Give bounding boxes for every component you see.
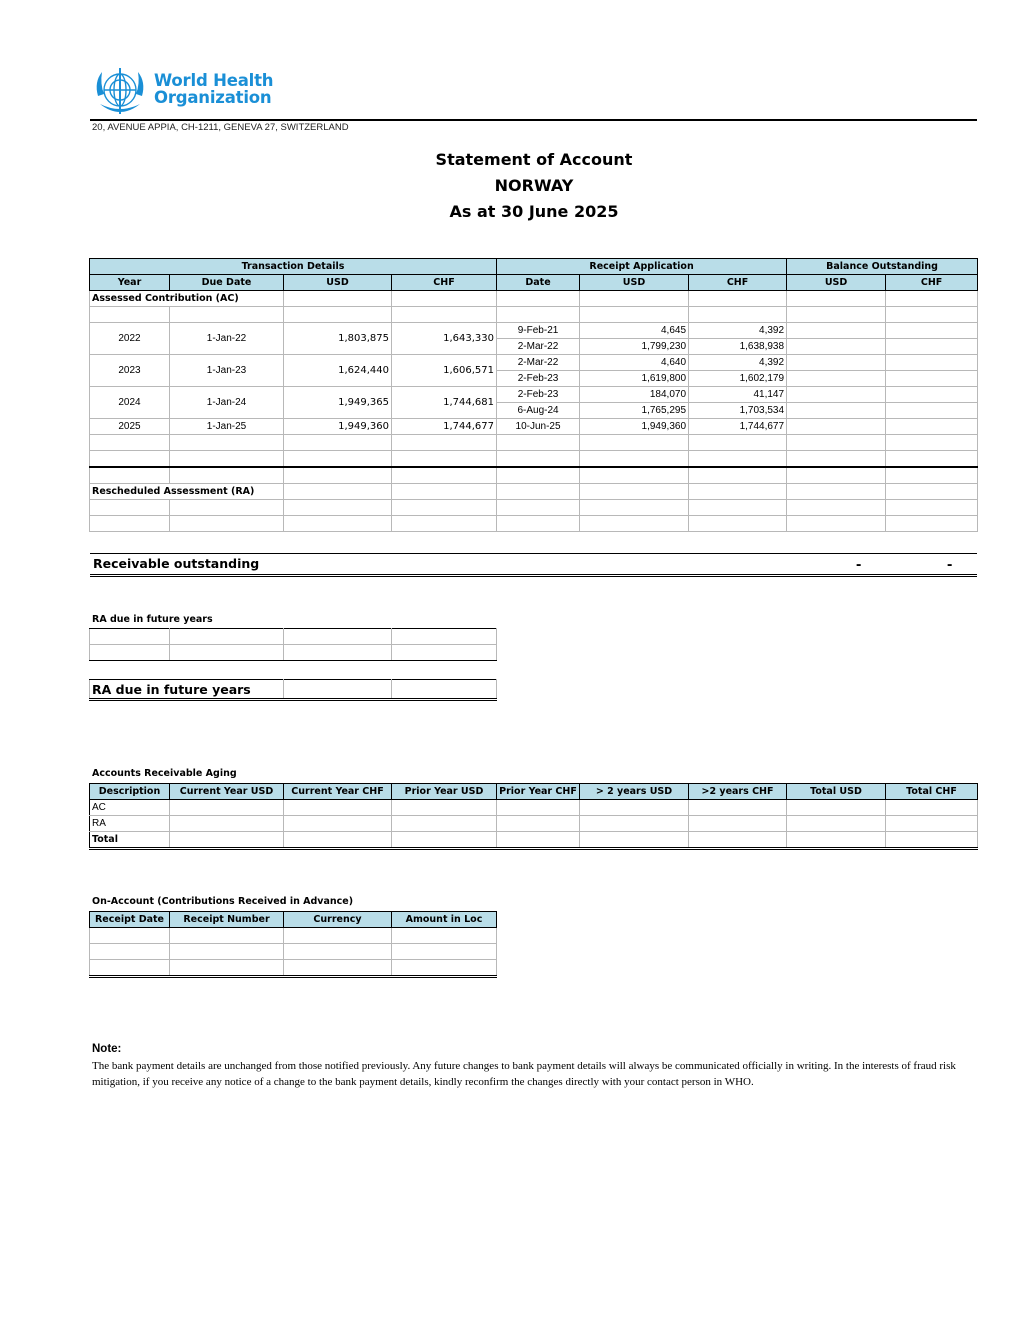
- row-usd: 1,803,875: [284, 323, 392, 355]
- col-receipt-number: Receipt Number: [170, 912, 284, 928]
- ra-future-total-label: RA due in future years: [90, 680, 284, 700]
- table-row: [90, 419, 978, 435]
- table-row: [90, 355, 978, 371]
- receivable-outstanding-row: [90, 553, 977, 577]
- row-chf: 1,744,681: [392, 387, 497, 419]
- col-balance-usd: USD: [787, 275, 886, 291]
- aging-caption: Accounts Receivable Aging: [92, 768, 237, 779]
- aging-col-over2-chf: >2 years CHF: [689, 784, 787, 800]
- row-chf: 1,744,677: [392, 419, 497, 435]
- on-account-table: [89, 911, 497, 978]
- receipt-chf: 1,602,179: [689, 371, 787, 387]
- blank-row: [90, 307, 978, 323]
- blank-row: [90, 500, 978, 516]
- row-year: 2024: [90, 387, 170, 419]
- table-row: [90, 832, 978, 849]
- receipt-chf: 1,744,677: [689, 419, 787, 435]
- blank-row: [90, 944, 497, 960]
- aging-header-row: [90, 784, 978, 800]
- receipt-usd: 1,799,230: [580, 339, 689, 355]
- aging-col-total-chf: Total CHF: [886, 784, 978, 800]
- note-text: The bank payment details are unchanged from those notified previously. Any future changes to bank payment details will always be communicated officially in writing. In the interests of fraud risk mitigation, if you receive any notice of a change to the bank payment details, kindly reconfirm the changes directly with your contact person in WHO.: [92, 1060, 956, 1088]
- receipt-chf: 4,392: [689, 355, 787, 371]
- ra-future-total-table: [89, 679, 497, 701]
- row-chf: 1,643,330: [392, 323, 497, 355]
- receivable-usd: -: [856, 556, 862, 573]
- title-country: NORWAY: [494, 176, 574, 195]
- receivable-outstanding-label: Receivable outstanding: [93, 556, 260, 571]
- table-row: [90, 800, 978, 816]
- ra-future-table: [89, 628, 497, 661]
- col-chf: CHF: [392, 275, 497, 291]
- receipt-date: 6-Aug-24: [497, 403, 580, 419]
- note-title: Note:: [92, 1043, 122, 1055]
- col-amount-in-loc: Amount in Loc: [392, 912, 497, 928]
- aging-row-total: Total: [90, 832, 170, 849]
- receivable-chf: -: [947, 556, 953, 573]
- title-date: As at 30 June 2025: [449, 202, 619, 221]
- section-ra-label: Rescheduled Assessment (RA): [90, 484, 284, 500]
- blank-row: [90, 629, 497, 645]
- aging-col-prior-chf: Prior Year CHF: [497, 784, 580, 800]
- table-row: [90, 323, 978, 339]
- un-emblem-icon: [90, 66, 150, 116]
- blank-row: [90, 516, 978, 532]
- blank-row: [90, 960, 497, 977]
- org-name: [154, 72, 273, 106]
- aging-col-total-usd: Total USD: [787, 784, 886, 800]
- receipt-chf: 1,638,938: [689, 339, 787, 355]
- on-account-caption: On-Account (Contributions Received in Advance): [92, 896, 354, 907]
- col-balance-chf: CHF: [886, 275, 978, 291]
- row-due-date: 1-Jan-25: [170, 419, 284, 435]
- col-receipt-date: Date: [497, 275, 580, 291]
- col-due-date: Due Date: [170, 275, 284, 291]
- section-row: [90, 484, 978, 500]
- blank-row: [90, 645, 497, 661]
- receipt-usd: 184,070: [580, 387, 689, 403]
- blank-row: [90, 451, 978, 468]
- aging-col-over2-usd: > 2 years USD: [580, 784, 689, 800]
- row-year: 2025: [90, 419, 170, 435]
- blank-row: [90, 467, 978, 484]
- row-chf: 1,606,571: [392, 355, 497, 387]
- receipt-usd: 4,645: [580, 323, 689, 339]
- statement-table: [89, 258, 978, 532]
- group-header-row: [90, 259, 978, 275]
- receipt-chf: 41,147: [689, 387, 787, 403]
- receipt-date: 2-Mar-22: [497, 355, 580, 371]
- row-due-date: 1-Jan-22: [170, 323, 284, 355]
- row-year: 2022: [90, 323, 170, 355]
- row-usd: 1,949,360: [284, 419, 392, 435]
- blank-row: [90, 435, 978, 451]
- aging-col-description: Description: [90, 784, 170, 800]
- row-due-date: 1-Jan-24: [170, 387, 284, 419]
- aging-col-current-chf: Current Year CHF: [284, 784, 392, 800]
- col-receipt-usd: USD: [580, 275, 689, 291]
- table-row: [90, 816, 978, 832]
- row-usd: 1,624,440: [284, 355, 392, 387]
- receipt-usd: 1,949,360: [580, 419, 689, 435]
- row-due-date: 1-Jan-23: [170, 355, 284, 387]
- aging-col-current-usd: Current Year USD: [170, 784, 284, 800]
- address: 20, AVENUE APPIA, CH-1211, GENEVA 27, SWITZERLAND: [92, 122, 349, 133]
- col-usd: USD: [284, 275, 392, 291]
- col-receipt-date: Receipt Date: [90, 912, 170, 928]
- receipt-usd: 1,619,800: [580, 371, 689, 387]
- header-rule: [90, 119, 977, 121]
- org-name-line1: World Health: [154, 71, 274, 90]
- receipt-date: 2-Mar-22: [497, 339, 580, 355]
- aging-table: [89, 783, 978, 850]
- receipt-date: 2-Feb-23: [497, 387, 580, 403]
- aging-row-ra: RA: [90, 816, 170, 832]
- column-header-row: [90, 275, 978, 291]
- receipt-chf: 1,703,534: [689, 403, 787, 419]
- receipt-date: 2-Feb-23: [497, 371, 580, 387]
- receipt-date: 10-Jun-25: [497, 419, 580, 435]
- receipt-usd: 4,640: [580, 355, 689, 371]
- table-row: [90, 387, 978, 403]
- receipt-chf: 4,392: [689, 323, 787, 339]
- ra-future-caption: RA due in future years: [92, 614, 213, 625]
- group-balance-outstanding: Balance Outstanding: [787, 259, 978, 275]
- section-ac-label: Assessed Contribution (AC): [90, 291, 284, 307]
- receipt-date: 9-Feb-21: [497, 323, 580, 339]
- row-year: 2023: [90, 355, 170, 387]
- group-receipt-application: Receipt Application: [497, 259, 787, 275]
- aging-row-ac: AC: [90, 800, 170, 816]
- row-usd: 1,949,365: [284, 387, 392, 419]
- aging-col-prior-usd: Prior Year USD: [392, 784, 497, 800]
- org-name-line2: Organization: [154, 88, 272, 107]
- ra-future-total-row: [90, 680, 497, 700]
- group-transaction-details: Transaction Details: [90, 259, 497, 275]
- title-statement: Statement of Account: [435, 150, 633, 169]
- section-row: [90, 291, 978, 307]
- col-year: Year: [90, 275, 170, 291]
- blank-row: [90, 928, 497, 944]
- col-currency: Currency: [284, 912, 392, 928]
- on-account-header-row: [90, 912, 497, 928]
- col-receipt-chf: CHF: [689, 275, 787, 291]
- receipt-usd: 1,765,295: [580, 403, 689, 419]
